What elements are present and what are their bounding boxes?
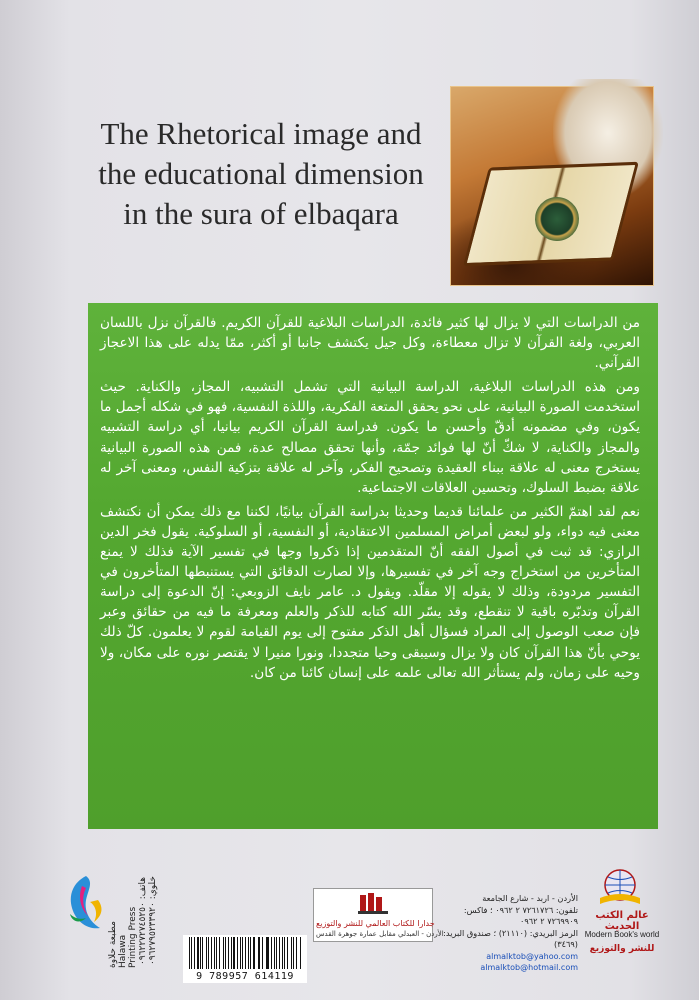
contact-line-1: الأردن - اربد - شارع الجامعة <box>482 893 578 903</box>
barcode-bar <box>200 937 201 969</box>
barcode-bar <box>219 937 220 969</box>
barcode-bars <box>189 937 301 969</box>
jadara-name: جدارا للكتاب العالمي للنشر والتوزيع <box>316 919 435 928</box>
contact-line-3: الرمز البريدي: (٢١١١٠) ؛ صندوق البريد: (٣٤٦٩) <box>443 927 578 949</box>
barcode-bar <box>300 937 301 969</box>
blurb-paragraph-3: نعم لقد اهتمّ الكثير من علمائنا قديما وحديثا بدراسة القرآن بيانيًا، لكننا مع ذلك يمكن أن نكتشف معنى فيه دواء، ولو لبعض أمراض المسلمين الاعتقادية، أو النفسية، أو السلوكية. يقول فخر الدين الرازي: قد ثبت في أصول الفقه أنّ المتقدمين إذا ذكروا وجها في تفسير الآية فذلك لا يمنع المتأخرين من استخراج وجه آخر في تفسيرها، وإلا لصارت الدقائق التي يستنبطها المتأخرون في التفسير مردودة، وذلك لا يقوله إلا مقلّد. ويقول د. عامر نايف الزوبعي: إنّ الدعوة إلى دراسة القرآن وتدبّره باقية لا تنقطع، وقد يسّر الله كتابه للذكر والعلم ومعرفة ما فيه من حقائق وعبر فإن صعب الوصول إلى المراد فسؤال أهل الذكر مفتوح إلى يوم القيامة لقوم لا يعلمون. كلّ ذلك يوحي بأنّ هذا القرآن كان ولا يزال وسيبقى وحيا متجددا، ونورا منيرا لا يقتصر نوره على مكان، ولا وحيه على زمان، ولم يستأثر الله تعالى علمه على إنسان كائنا من كان. <box>100 503 640 681</box>
barcode-bar <box>271 937 272 969</box>
barcode-bar <box>225 937 226 969</box>
halawa-sub: Printing Press <box>128 906 138 968</box>
barcode-bar <box>248 937 249 969</box>
barcode-bar <box>197 937 199 969</box>
contact-email-2: almalktob@hotmail.com <box>480 963 578 972</box>
globe-book-icon <box>598 868 642 906</box>
jadara-logo-icon <box>358 891 388 915</box>
title-line-2: the educational dimension <box>98 156 424 191</box>
blurb-paragraph-1: من الدراسات التي لا يزال لها كثير فائدة، الدراسات البلاغية للقرآن الكريم. فالقرآن نزل باللسان العربي، ولغة القرآن لا تزال معطاءة، وكل جيل يكتشف جانبا أو أكثر، ممّا يدله على هذا الاعجاز القرآني. <box>100 315 640 372</box>
barcode-bar <box>233 937 235 969</box>
barcode-bar <box>276 937 277 969</box>
barcode-bar <box>202 937 203 969</box>
barcode-bar <box>228 937 229 969</box>
isbn-barcode <box>183 935 307 983</box>
barcode-bar <box>287 937 288 969</box>
barcode-bar <box>245 937 246 969</box>
blurb-panel <box>88 303 658 829</box>
barcode-bar <box>191 937 192 969</box>
barcode-bar <box>259 937 260 969</box>
barcode-bar <box>216 937 218 969</box>
barcode-bar <box>282 937 283 969</box>
contact-email-1: almalktob@yahoo.com <box>486 951 578 961</box>
jadara-publisher-box <box>313 888 444 942</box>
barcode-bar <box>293 937 294 969</box>
jadara-address: الأردن - العبدلي مقابل عمارة جوهرة القدس <box>316 930 444 938</box>
barcode-bar <box>279 937 280 969</box>
halawa-phones <box>138 855 174 965</box>
quran-photo <box>450 86 654 286</box>
barcode-bar <box>296 937 297 969</box>
barcode-bar <box>250 937 251 969</box>
halawa-name-en: Halawa <box>118 934 128 968</box>
blurb-paragraph-2: ومن هذه الدراسات البلاغية، الدراسة البيانية التي تشمل التشبيه، المجاز، والكناية. حيث استخدمت الصورة البيانية، على نحو يحقق المتعة الفكرية، واللذة النفسية، فهو في شكله أجمل ما يكون، وفي مضمونه أدقّ وأحسن ما يكون. فدراسة القرآن الكريم بيانيا، أي دراسة التشبيه والمجاز والكناية، لا شكّ أنّ لها فوائد جمّة، وأنها تحقق مصالح عدة، فمن هذه الصورة البيانية يستخرج معنى له علاقة ببناء العقيدة وتصحيح الفكر، وآخر له علاقة بتزكية النفس، ومعنى آخر له علاقة بضبط السلوك، وتحسين العلاقات الاجتماعية. <box>100 379 640 496</box>
barcode-bar <box>223 937 224 969</box>
barcode-bar <box>208 937 209 969</box>
barcode-bar <box>242 937 243 969</box>
modern-books-tagline: للنشر والتوزيع <box>589 944 655 954</box>
halawa-label <box>108 858 140 968</box>
modern-books-logo <box>586 868 658 976</box>
halawa-phone-1: هاتف: ٠٩٦٢٢٧٢٧٤٥٢٥٠ <box>138 876 148 965</box>
title-line-1: The Rhetorical image and <box>100 116 422 151</box>
barcode-bar <box>258 937 259 969</box>
barcode-bar <box>206 937 207 969</box>
barcode-bar <box>267 937 269 969</box>
barcode-bar <box>211 937 212 969</box>
barcode-bar <box>253 937 255 969</box>
barcode-bar <box>262 937 263 969</box>
barcode-bar <box>214 937 215 969</box>
barcode-bar <box>194 937 195 969</box>
barcode-bar <box>189 937 190 969</box>
halawa-phone-2: خلوي: ٠٩٦٢٧٩٥٢٣٣٩٢٠ <box>148 876 158 965</box>
barcode-bar <box>231 937 232 969</box>
barcode-bar <box>266 937 267 969</box>
barcode-bar <box>291 937 293 969</box>
contact-line-2: تلفون: ٧٢٦١٧٢٦ ٢ ٠٩٦٢ ؛ فاكس: ٧٢٦٩٩٠٩ ٢ ٠٩٦٢ <box>463 904 578 926</box>
modern-books-name-en: Modern Book's world <box>584 930 660 939</box>
publisher-contact <box>436 893 578 974</box>
halawa-name-ar: مطبعة حلاوة <box>108 921 118 968</box>
barcode-bar <box>237 937 238 969</box>
modern-books-name-ar: عالم الكتب الحديث <box>595 910 649 932</box>
book-title <box>86 114 436 234</box>
barcode-bar <box>240 937 241 969</box>
title-line-3: in the sura of elbaqara <box>123 196 399 231</box>
halawa-logo-icon <box>60 872 112 934</box>
barcode-bar <box>274 937 275 969</box>
isbn-number: 9 789957 614119 <box>196 971 294 982</box>
barcode-bar <box>284 937 285 969</box>
